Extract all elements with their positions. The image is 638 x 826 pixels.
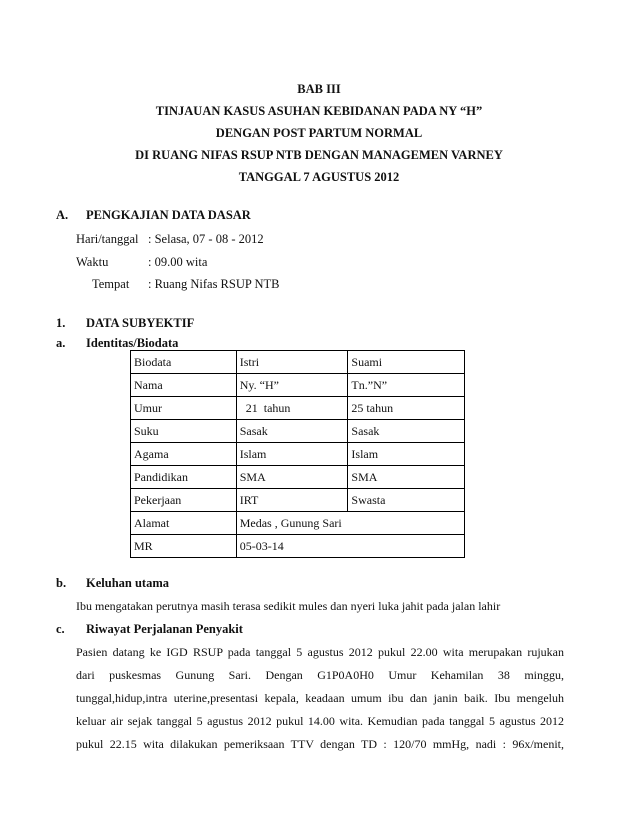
table-row — [131, 420, 465, 443]
table-cell: MR — [131, 535, 237, 558]
table-row — [131, 535, 465, 558]
table-row — [131, 443, 465, 466]
table-cell: Pekerjaan — [131, 489, 237, 512]
table-cell: Pandidikan — [131, 466, 237, 489]
table-row — [131, 489, 465, 512]
table-cell: 05-03-14 — [236, 535, 464, 558]
history-line: keluar air sejak tanggal 5 agustus 2012 pukul 14.00 wita. Kemudian pada tanggal 5 agustus 2012 — [76, 714, 564, 728]
info-value-time: : 09.00 wita — [148, 255, 208, 269]
section-a-marker: A. — [56, 208, 69, 222]
section-1-marker: 1. — [56, 316, 66, 330]
history-line: dari puskesmas Gunung Sari. Dengan G1P0A0H0 Umur Kehamilan 38 minggu, — [76, 668, 564, 682]
info-value-place: : Ruang Nifas RSUP NTB — [148, 277, 280, 291]
info-label-time: Waktu — [76, 255, 109, 269]
table-cell: Suku — [131, 420, 237, 443]
table-cell: Alamat — [131, 512, 237, 535]
table-cell: Swasta — [348, 489, 465, 512]
table-row — [131, 374, 465, 397]
location-title: DI RUANG NIFAS RSUP NTB DENGAN MANAGEMEN VARNEY — [135, 148, 503, 162]
history-line: pukul 22.15 wita dilakukan pemeriksaan TTV dengan TD : 120/70 mmHg, nadi : 96x/menit, — [76, 737, 564, 751]
info-label-place: Tempat — [92, 277, 130, 291]
table-cell: IRT — [236, 489, 348, 512]
section-1-title: DATA SUBYEKTIF — [86, 316, 195, 330]
table-cell: Tn.”N” — [348, 374, 465, 397]
chapter-title: BAB III — [297, 82, 341, 96]
table-cell: Suami — [348, 351, 465, 374]
table-cell: Nama — [131, 374, 237, 397]
history-line: Pasien datang ke IGD RSUP pada tanggal 5 agustus 2012 pukul 22.00 wita merupakan rujukan — [76, 645, 564, 659]
table-cell: Islam — [236, 443, 348, 466]
info-value-day: : Selasa, 07 - 08 - 2012 — [148, 232, 264, 246]
table-cell: 25 tahun — [348, 397, 465, 420]
section-c-marker: c. — [56, 622, 65, 636]
table-row — [131, 512, 465, 535]
info-label-day: Hari/tanggal — [76, 232, 139, 246]
complaint-text: Ibu mengatakan perutnya masih terasa sedikit mules dan nyeri luka jahit pada jalan lahir — [76, 599, 501, 613]
section-b-marker: b. — [56, 576, 67, 590]
table-cell: Agama — [131, 443, 237, 466]
table-cell: Medas , Gunung Sari — [236, 512, 464, 535]
table-cell: 21 tahun — [236, 397, 348, 420]
history-line: tunggal,hidup,intra uterine,presentasi kepala, keadaan umum ibu dan janin baik. Ibu mengeluh — [76, 691, 564, 705]
table-cell: Islam — [348, 443, 465, 466]
table-row — [131, 351, 465, 374]
table-cell: Umur — [131, 397, 237, 420]
section-a-title: PENGKAJIAN DATA DASAR — [86, 208, 251, 222]
case-title: TINJAUAN KASUS ASUHAN KEBIDANAN PADA NY “H” — [155, 104, 483, 118]
biodata-table — [130, 350, 465, 558]
table-cell: Sasak — [348, 420, 465, 443]
table-cell: Ny. “H” — [236, 374, 348, 397]
subtitle: DENGAN POST PARTUM NORMAL — [215, 126, 423, 140]
section-b-title: Keluhan utama — [86, 576, 170, 590]
table-row — [131, 466, 465, 489]
table-cell: Sasak — [236, 420, 348, 443]
table-cell: Istri — [236, 351, 348, 374]
table-row — [131, 397, 465, 420]
table-cell: SMA — [236, 466, 348, 489]
date-title: TANGGAL 7 AGUSTUS 2012 — [238, 170, 400, 184]
section-a-sub-marker: a. — [56, 336, 66, 350]
table-cell: SMA — [348, 466, 465, 489]
table-cell: Biodata — [131, 351, 237, 374]
section-a-sub-title: Identitas/Biodata — [86, 336, 179, 350]
section-c-title: Riwayat Perjalanan Penyakit — [86, 622, 243, 636]
